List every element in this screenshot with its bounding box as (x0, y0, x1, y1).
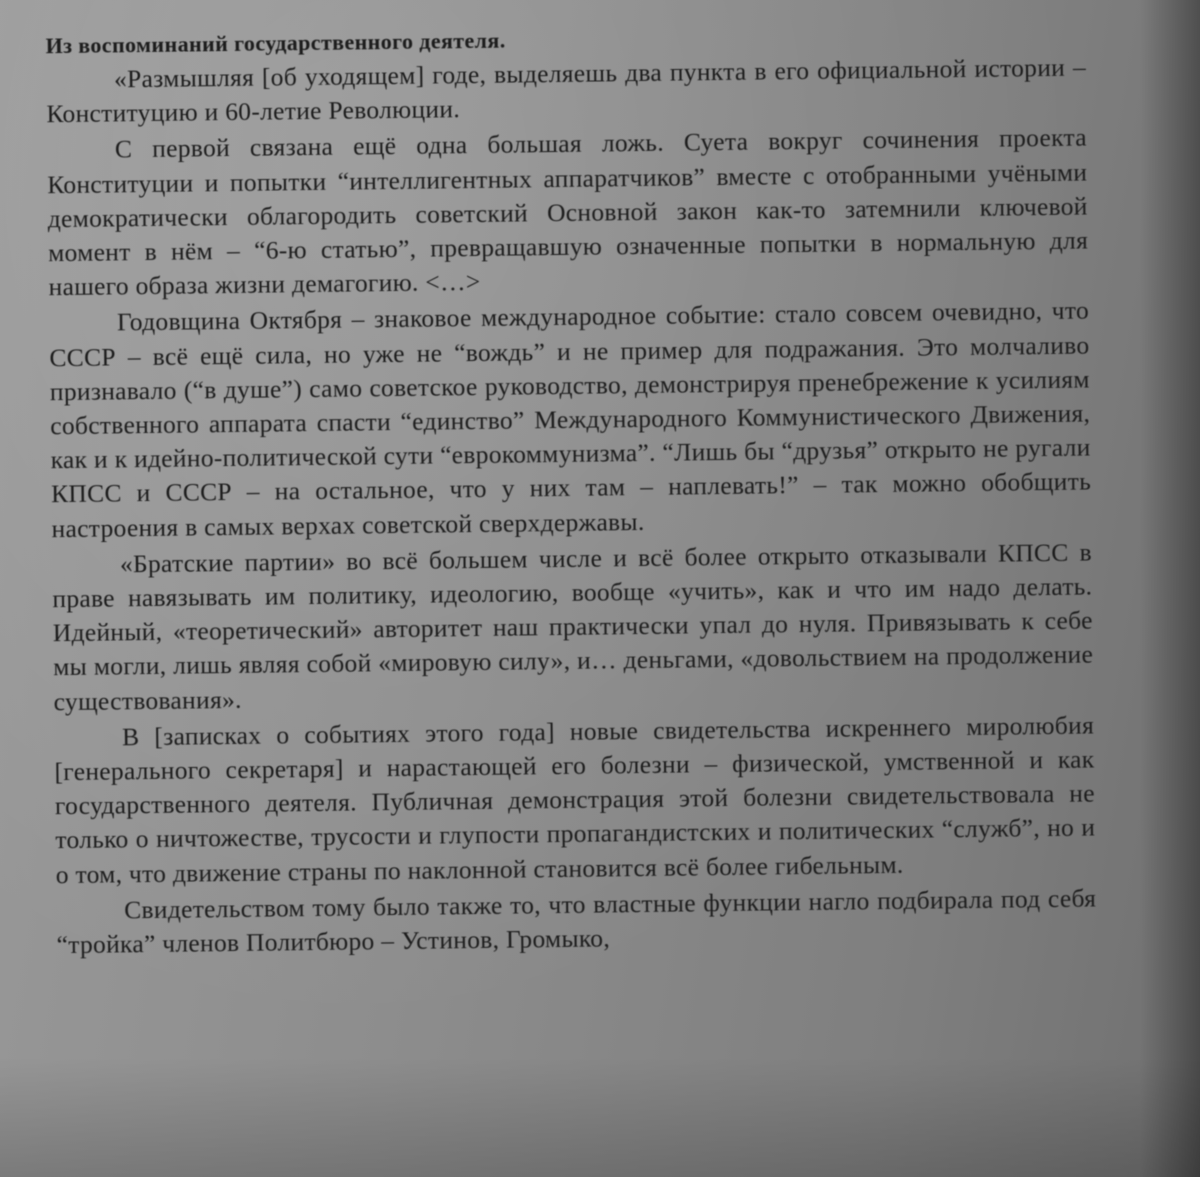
paragraph-2: С первой связана ещё одна большая ложь. Суета вокруг сочинения проекта Конституции и попытки “интеллигентных аппаратчиков” вместе с отобранными учёными демократически облагородить советский Основной закон как-то затемнили ключевой момент в нём – “6-ю статью”, превращавшую означенные попытки в нормальную для нашего образа жизни демагогию. <…> (47, 122, 1089, 302)
paragraph-6: Свидетельством тому было также то, что властные функции нагло подбирала под себя “тройка” членов Политбюро – Устинов, Громыко, (56, 883, 1097, 960)
paragraph-1: «Размышляя [об уходящем] годе, выделяешь два пункта в его официальной истории – Конституцию и 60-летие Революции. (46, 52, 1087, 129)
page-heading: Из воспоминаний государственного деятеля. (45, 27, 506, 59)
paragraph-4: «Братские партии» во всё большем числе и всё более открыто отказывали КПСС в праве навязывать им политику, идеологию, вообще «учить», как и что им надо делать. Идейный, «теоретический» авторитет наш практически упал до нуля. Привязывать к себе мы могли, лишь являя собой «мировую силу», и… деньгами, «довольствием на продолжение существования». (52, 537, 1094, 716)
paragraph-3: Годовщина Октября – знаковое международное событие: стало совсем очевидно, что СССР – всё ещё сила, но уже не “вождь” и не пример для подражания. Это молчаливо признавало (“в душе”) само советское руководство, демонстрируя пренебрежение к усилиям собственного аппарата спасти “единство” Международного Коммунистического Движения, как и к идейно-политической сути “еврокоммунизма”. “Лишь бы “друзья” открыто не ругали КПСС и СССР – на остальное, что у них там – наплевать!” – так можно обобщить настроения в самых верхах советской сверхдержавы. (49, 295, 1092, 543)
text-block (45, 18, 1096, 964)
paragraph-5: В [записках о событиях этого года] новые свидетельства искреннего миролюбия [генерального секретаря] и нарастающей его болезни – физической, умственной и как государственного деятеля. Публичная демонстрация этой болезни свидетельствовала не только о ничтожестве, трусости и глупости пропагандистских и политических “служб”, но и о том, что движение страны по наклонной становится всё более гибельным. (54, 710, 1096, 889)
